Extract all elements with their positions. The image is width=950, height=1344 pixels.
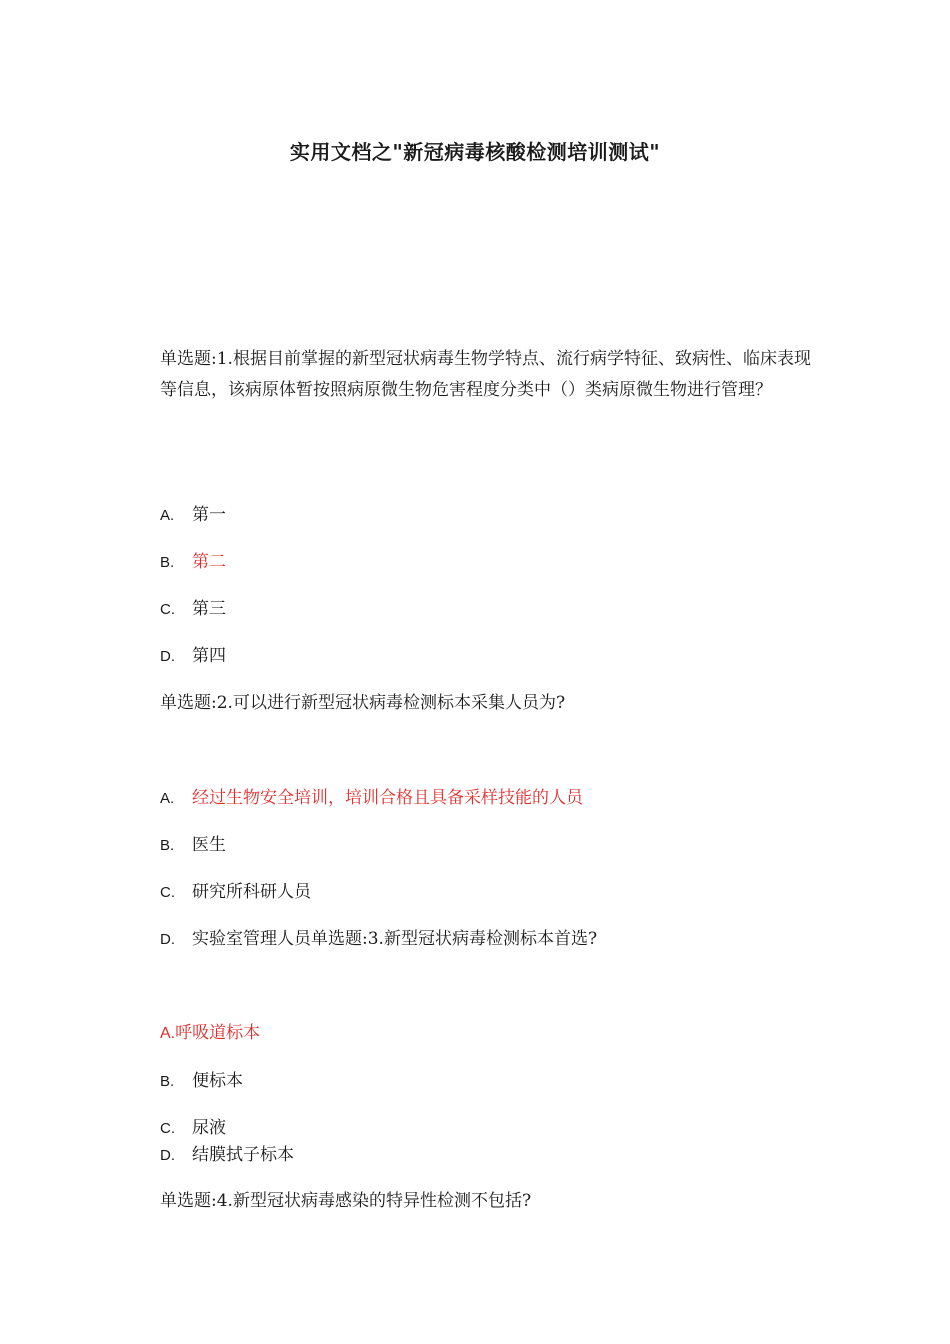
q3-option-d	[160, 1143, 294, 1168]
option-letter: C.	[160, 1120, 175, 1137]
option-letter: B.	[160, 554, 175, 571]
option-letter: B.	[160, 1073, 175, 1090]
option-text: 第四	[192, 646, 226, 666]
option-text: 尿液	[192, 1118, 226, 1138]
q1-option-b	[160, 550, 226, 575]
q1-option-a	[160, 503, 226, 528]
option-letter: D.	[160, 648, 175, 665]
question-4-text: 单选题:4.新型冠状病毒感染的特异性检测不包括?	[160, 1191, 532, 1211]
option-text: 实验室管理人员单选题:3.新型冠状病毒检测标本首选?	[192, 929, 598, 949]
option-letter: A.	[160, 507, 175, 524]
q3-option-c	[160, 1116, 226, 1141]
q1-option-c	[160, 597, 226, 622]
option-text: 便标本	[192, 1071, 243, 1091]
option-text: 第三	[192, 599, 226, 619]
option-text: 医生	[192, 835, 226, 855]
option-text-correct: 第二	[192, 552, 226, 572]
option-letter: C.	[160, 884, 175, 901]
q2-option-d	[160, 927, 597, 952]
q3-option-a	[160, 1021, 260, 1046]
option-text: 研究所科研人员	[192, 882, 311, 902]
q1-option-d	[160, 644, 226, 669]
option-letter: C.	[160, 601, 175, 618]
q2-option-b	[160, 833, 226, 858]
option-letter: A.	[160, 1025, 176, 1042]
option-text-correct: 呼吸道标本	[175, 1023, 261, 1043]
page-title: 实用文档之"新冠病毒核酸检测培训测试"	[289, 140, 661, 164]
question-2-text: 单选题:2.可以进行新型冠状病毒检测标本采集人员为?	[160, 693, 566, 713]
option-letter: B.	[160, 837, 175, 854]
q2-option-a	[160, 786, 583, 811]
option-letter: D.	[160, 931, 175, 948]
q3-option-b	[160, 1069, 243, 1094]
option-text: 结膜拭子标本	[192, 1145, 294, 1165]
option-letter: D.	[160, 1147, 175, 1164]
option-text: 第一	[192, 505, 226, 525]
option-letter: A.	[160, 790, 175, 807]
option-text-correct: 经过生物安全培训，培训合格且具备采样技能的人员	[192, 788, 583, 808]
q2-option-c	[160, 880, 311, 905]
question-1-text: 单选题:1.根据目前掌握的新型冠状病毒生物学特点、流行病学特征、致病性、临床表现等信息，该病原体暂按照病原微生物危害程度分类中（）类病原微生物进行管理？	[160, 349, 811, 400]
